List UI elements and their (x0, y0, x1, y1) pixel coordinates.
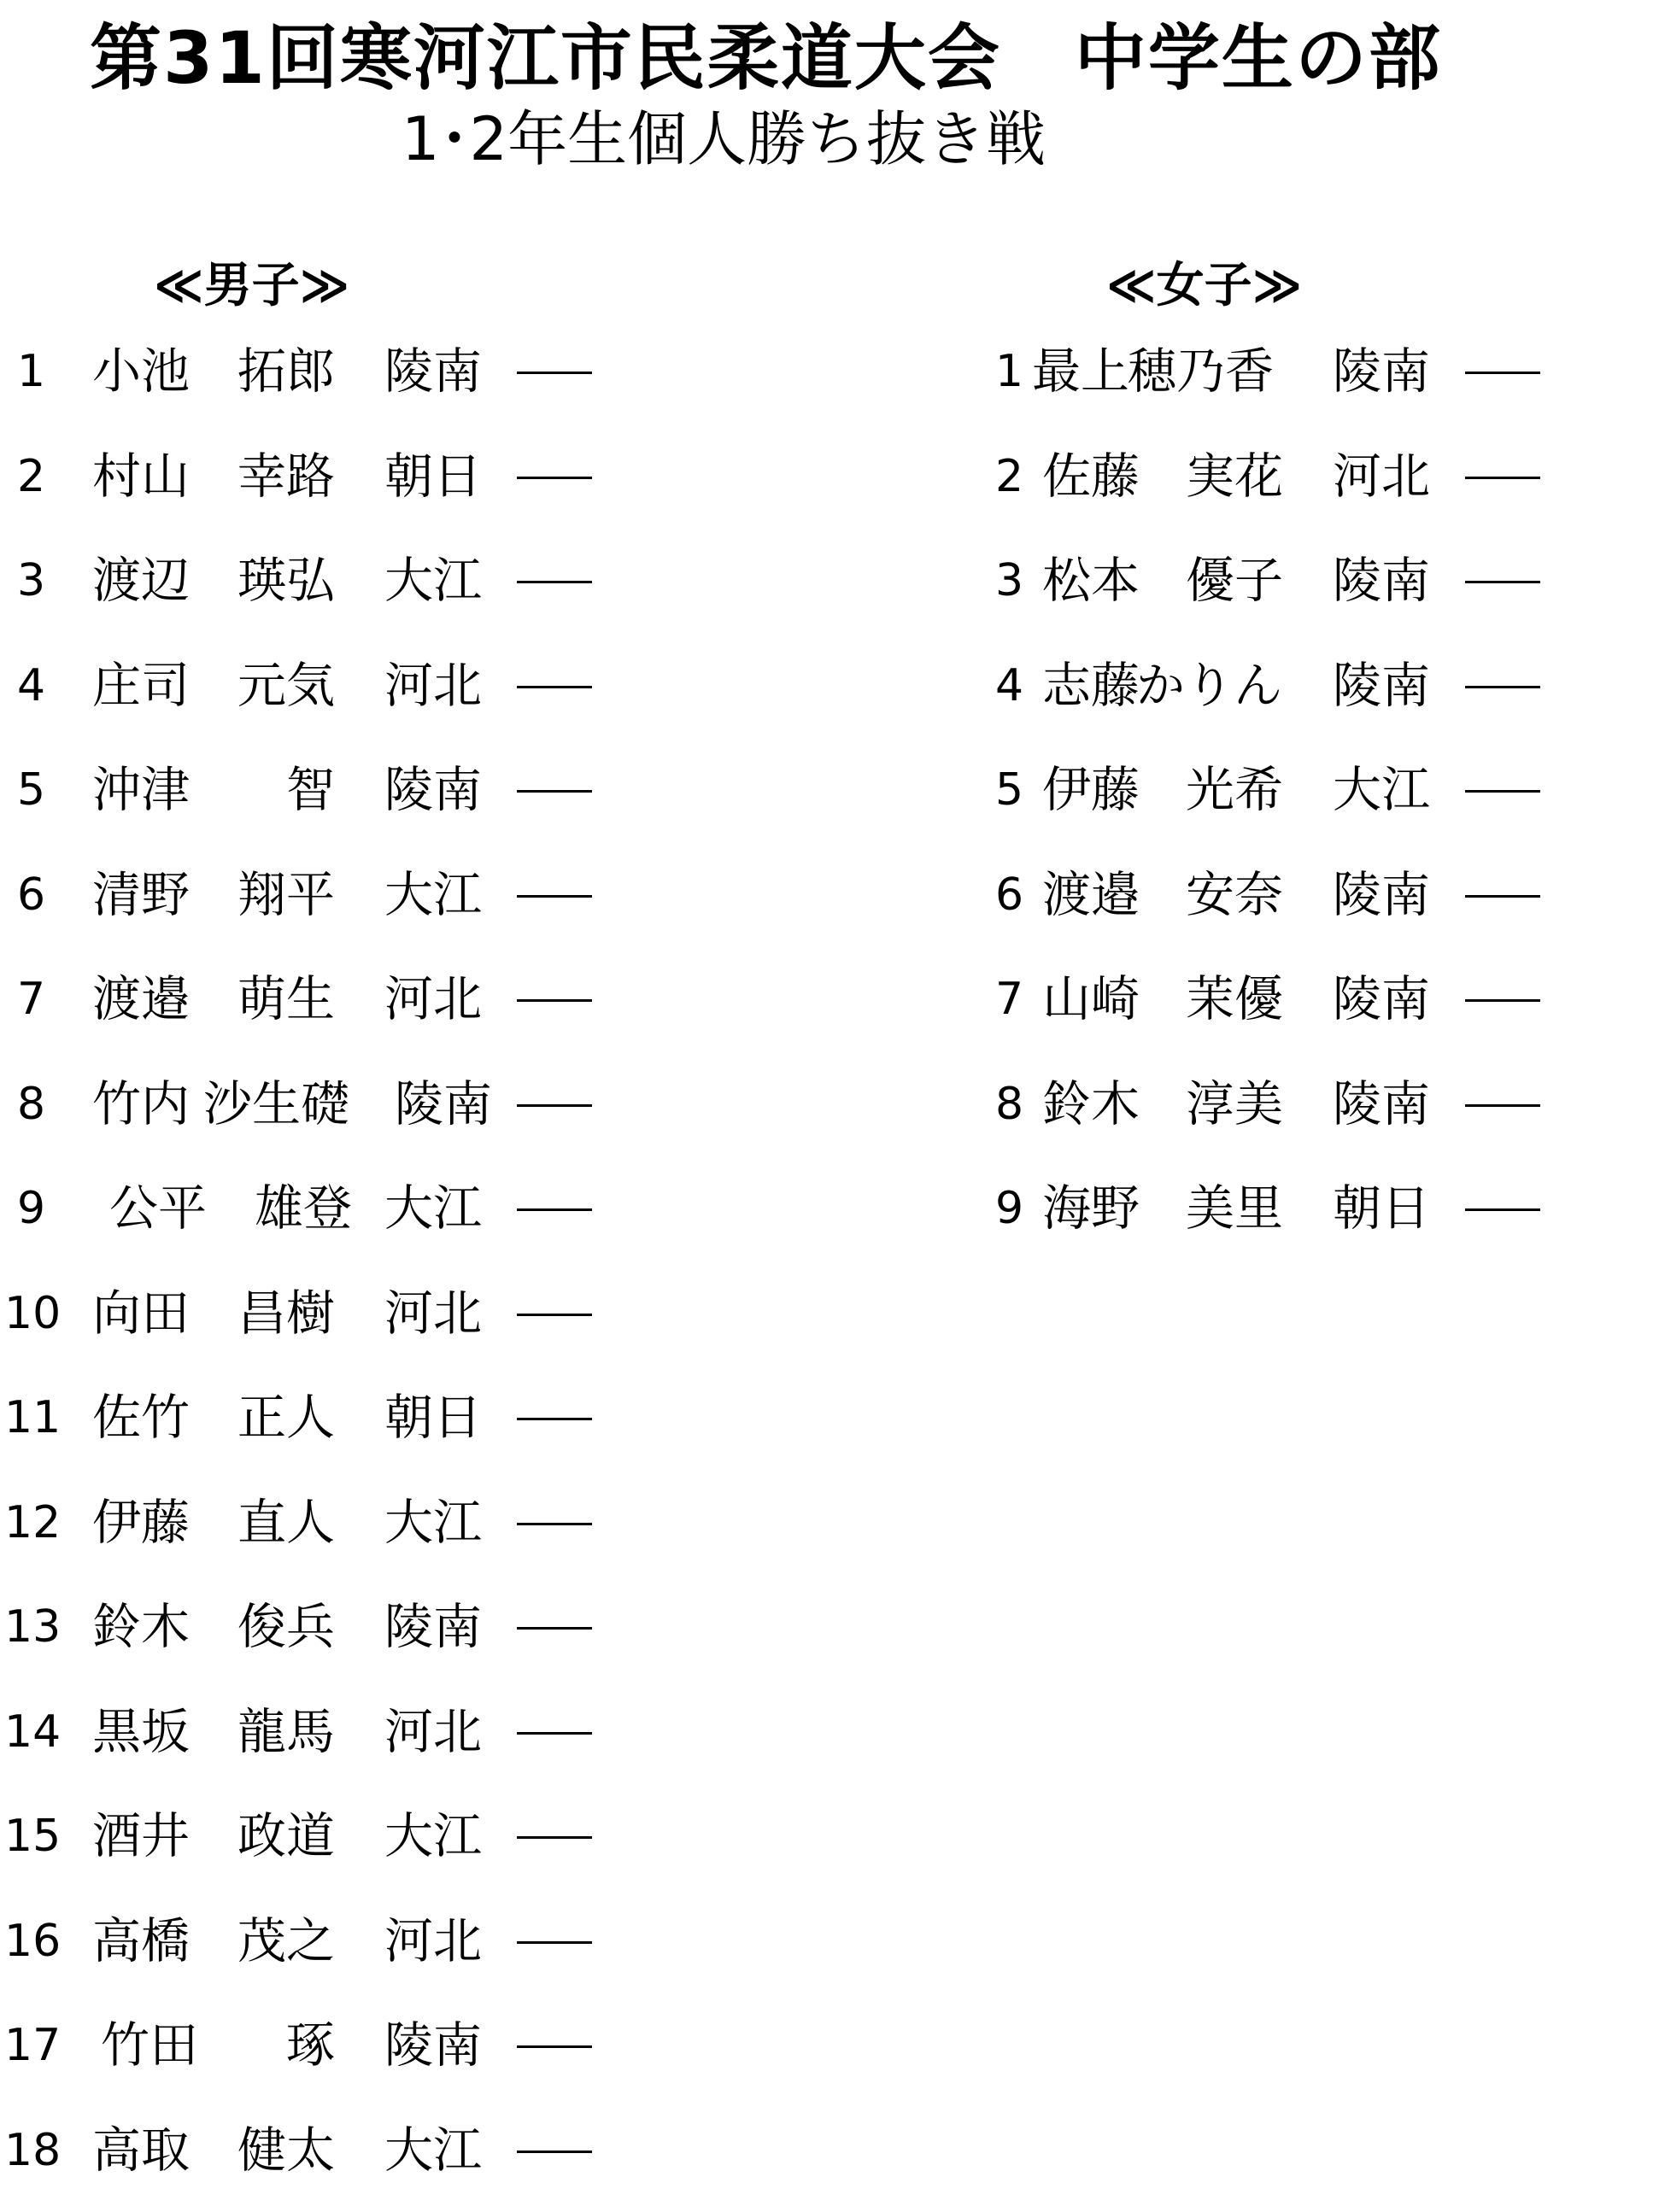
bracket-line (517, 1523, 592, 1525)
entry-given-name: 美里 (1186, 1166, 1283, 1251)
boys-entry (0, 1166, 615, 1271)
entry-surname: 山崎 (1042, 957, 1140, 1042)
entry-number: 8 (17, 1062, 85, 1147)
bracket-line (517, 1941, 592, 1944)
entry-number: 1 (17, 329, 85, 414)
entry-given-name: 琢 (237, 2003, 335, 2088)
boys-entry (0, 1584, 615, 1689)
entry-number: 7 (995, 957, 1038, 1042)
entry-given-name: 直人 (237, 1480, 335, 1565)
entry-given-name: 智 (237, 747, 335, 833)
entry-surname: 鈴木 (1042, 1062, 1140, 1147)
boys-entry (0, 1794, 615, 1899)
entry-given-name: 実花 (1186, 434, 1283, 519)
entry-given-name: 萌生 (237, 957, 335, 1042)
bracket-line (517, 2045, 592, 2048)
entry-number: 7 (17, 957, 85, 1042)
entry-number: 6 (995, 852, 1038, 938)
entry-club: 陵南 (384, 2003, 482, 2088)
girls-entry (982, 747, 1632, 852)
entry-given-name: 優子 (1186, 538, 1283, 623)
bracket-line (1465, 999, 1540, 1002)
entry-number: 8 (995, 1062, 1038, 1147)
entry-surname: 佐藤 (1042, 434, 1140, 519)
boys-entry (0, 1899, 615, 2004)
bracket-line (517, 1627, 592, 1630)
entry-given-name: かりん (1136, 643, 1282, 729)
entry-given-name: 光希 (1186, 747, 1283, 833)
girls-entry-list (982, 329, 1632, 1271)
entry-given-name: 雄登 (255, 1166, 352, 1251)
entry-surname: 松本 (1042, 538, 1140, 623)
bracket-line (517, 686, 592, 688)
entry-surname: 伊藤 (92, 1480, 190, 1565)
entry-number: 4 (995, 643, 1038, 729)
entry-club: 河北 (384, 1271, 482, 1356)
entry-given-name: 穂乃香 (1128, 329, 1274, 414)
entry-club: 陵南 (1333, 538, 1430, 623)
bracket-line (1465, 1208, 1540, 1211)
entry-number: 14 (4, 1689, 73, 1775)
bracket-line (1465, 790, 1540, 793)
girls-entry (982, 957, 1632, 1062)
entry-surname: 酒井 (92, 1794, 190, 1879)
entry-given-name: 正人 (237, 1375, 335, 1460)
entry-number: 3 (17, 538, 85, 623)
boys-entry (0, 329, 615, 434)
girls-entry (982, 1062, 1632, 1167)
bracket-line (517, 790, 592, 793)
entry-club: 大江 (384, 2108, 482, 2193)
entry-number: 11 (4, 1375, 73, 1460)
entry-number: 2 (995, 434, 1038, 519)
entry-number: 6 (17, 852, 85, 938)
bracket-line (517, 477, 592, 479)
entry-given-name: 翔平 (237, 852, 335, 938)
bracket-line (517, 1104, 592, 1107)
bracket-line (1465, 895, 1540, 898)
entry-club: 朝日 (384, 1375, 482, 1460)
entry-club: 陵南 (1333, 329, 1430, 414)
document-subtitle: 1･2年生個人勝ち抜き戦 (402, 101, 1046, 178)
entry-club: 大江 (384, 852, 482, 938)
bracket-line (1465, 581, 1540, 583)
boys-entry (0, 852, 615, 957)
entry-given-name: 昌樹 (237, 1271, 335, 1356)
entry-club: 陵南 (1333, 852, 1430, 938)
bracket-line (517, 895, 592, 898)
boys-entry (0, 1689, 615, 1794)
entry-surname: 高橋 (92, 1899, 190, 1984)
entry-given-name: 茉優 (1186, 957, 1283, 1042)
entry-surname: 渡邉 (92, 957, 190, 1042)
entry-club: 河北 (384, 957, 482, 1042)
entry-given-name: 健太 (237, 2108, 335, 2193)
entry-club: 大江 (384, 1794, 482, 1879)
bracket-line (517, 581, 592, 583)
entry-number: 4 (17, 643, 85, 729)
entry-number: 9 (995, 1166, 1038, 1251)
girls-entry (982, 538, 1632, 643)
boys-entry (0, 538, 615, 643)
entry-surname: 鈴木 (92, 1584, 190, 1670)
boys-entry (0, 747, 615, 852)
girls-entry (982, 329, 1632, 434)
entry-number: 3 (995, 538, 1038, 623)
bracket-line (1465, 372, 1540, 374)
girls-entry (982, 434, 1632, 539)
entry-club: 陵南 (395, 1062, 492, 1147)
entry-club: 陵南 (384, 1584, 482, 1670)
entry-number: 1 (995, 329, 1038, 414)
entry-surname: 庄司 (92, 643, 190, 729)
entry-number: 16 (4, 1899, 73, 1984)
entry-given-name: 淳美 (1186, 1062, 1283, 1147)
entry-club: 河北 (384, 643, 482, 729)
entry-surname: 竹内 (92, 1062, 190, 1147)
boys-entry (0, 434, 615, 539)
entry-surname: 高取 (92, 2108, 190, 2193)
girls-entry (982, 1166, 1632, 1271)
bracket-line (517, 999, 592, 1002)
entry-given-name: 龍馬 (237, 1689, 335, 1775)
boys-entry (0, 2108, 615, 2212)
bracket-line (1465, 686, 1540, 688)
entry-number: 17 (4, 2003, 73, 2088)
entry-surname: 小池 (92, 329, 190, 414)
entry-surname: 渡邉 (1042, 852, 1140, 938)
entry-surname: 志藤 (1042, 643, 1140, 729)
entry-club: 河北 (1333, 434, 1430, 519)
entry-club: 大江 (384, 538, 482, 623)
entry-given-name: 安奈 (1186, 852, 1283, 938)
bracket-line (517, 1314, 592, 1316)
boys-entry (0, 957, 615, 1062)
boys-entry (0, 1271, 615, 1376)
girls-section-heading: ≪女子≫ (1106, 256, 1302, 316)
entry-club: 河北 (384, 1899, 482, 1984)
bracket-line (1465, 477, 1540, 479)
entry-surname: 公平 (109, 1166, 207, 1251)
bracket-line (517, 1836, 592, 1839)
entry-club: 大江 (384, 1166, 482, 1251)
entry-surname: 黒坂 (92, 1689, 190, 1775)
entry-surname: 佐竹 (92, 1375, 190, 1460)
entry-given-name: 幸路 (237, 434, 335, 519)
entry-given-name: 茂之 (237, 1899, 335, 1984)
entry-surname: 伊藤 (1042, 747, 1140, 833)
entry-club: 陵南 (1333, 1062, 1430, 1147)
boys-entry (0, 1480, 615, 1585)
boys-entry (0, 1375, 615, 1480)
document-title: 第31回寒河江市民柔道大会 中学生の部 (90, 15, 1644, 101)
boys-entry-list (0, 329, 615, 2212)
girls-entry (982, 643, 1632, 748)
entry-club: 朝日 (384, 434, 482, 519)
bracket-line (1465, 1104, 1540, 1107)
entry-surname: 沖津 (92, 747, 190, 833)
entry-given-name: 俊兵 (237, 1584, 335, 1670)
entry-club: 陵南 (384, 329, 482, 414)
entry-given-name: 瑛弘 (237, 538, 335, 623)
entry-number: 18 (4, 2108, 73, 2193)
entry-number: 9 (17, 1166, 85, 1251)
entry-surname: 清野 (92, 852, 190, 938)
boys-entry (0, 2003, 615, 2108)
entry-given-name: 政道 (237, 1794, 335, 1879)
entry-club: 朝日 (1333, 1166, 1430, 1251)
entry-number: 12 (4, 1480, 73, 1565)
entry-surname: 海野 (1042, 1166, 1140, 1251)
entry-club: 大江 (384, 1480, 482, 1565)
entry-number: 2 (17, 434, 85, 519)
entry-club: 陵南 (1333, 643, 1430, 729)
bracket-line (517, 1418, 592, 1420)
entry-surname: 最上 (1032, 329, 1129, 414)
boys-entry (0, 1062, 615, 1167)
entry-club: 陵南 (384, 747, 482, 833)
entry-given-name: 拓郎 (237, 329, 335, 414)
entry-club: 大江 (1333, 747, 1430, 833)
entry-given-name: 元気 (237, 643, 335, 729)
bracket-line (517, 1732, 592, 1735)
entry-surname: 村山 (92, 434, 190, 519)
entry-surname: 向田 (92, 1271, 190, 1356)
entry-number: 5 (995, 747, 1038, 833)
entry-surname: 竹田 (101, 2003, 198, 2088)
girls-entry (982, 852, 1632, 957)
entry-given-name: 沙生礎 (203, 1062, 349, 1147)
entry-number: 5 (17, 747, 85, 833)
entry-number: 15 (4, 1794, 73, 1879)
entry-number: 13 (4, 1584, 73, 1670)
bracket-line (517, 372, 592, 374)
entry-surname: 渡辺 (92, 538, 190, 623)
entry-club: 河北 (384, 1689, 482, 1775)
boys-entry (0, 643, 615, 748)
bracket-line (517, 1208, 592, 1211)
entry-number: 10 (4, 1271, 73, 1356)
entry-club: 陵南 (1333, 957, 1430, 1042)
boys-section-heading: ≪男子≫ (154, 256, 349, 316)
bracket-line (517, 2151, 592, 2153)
